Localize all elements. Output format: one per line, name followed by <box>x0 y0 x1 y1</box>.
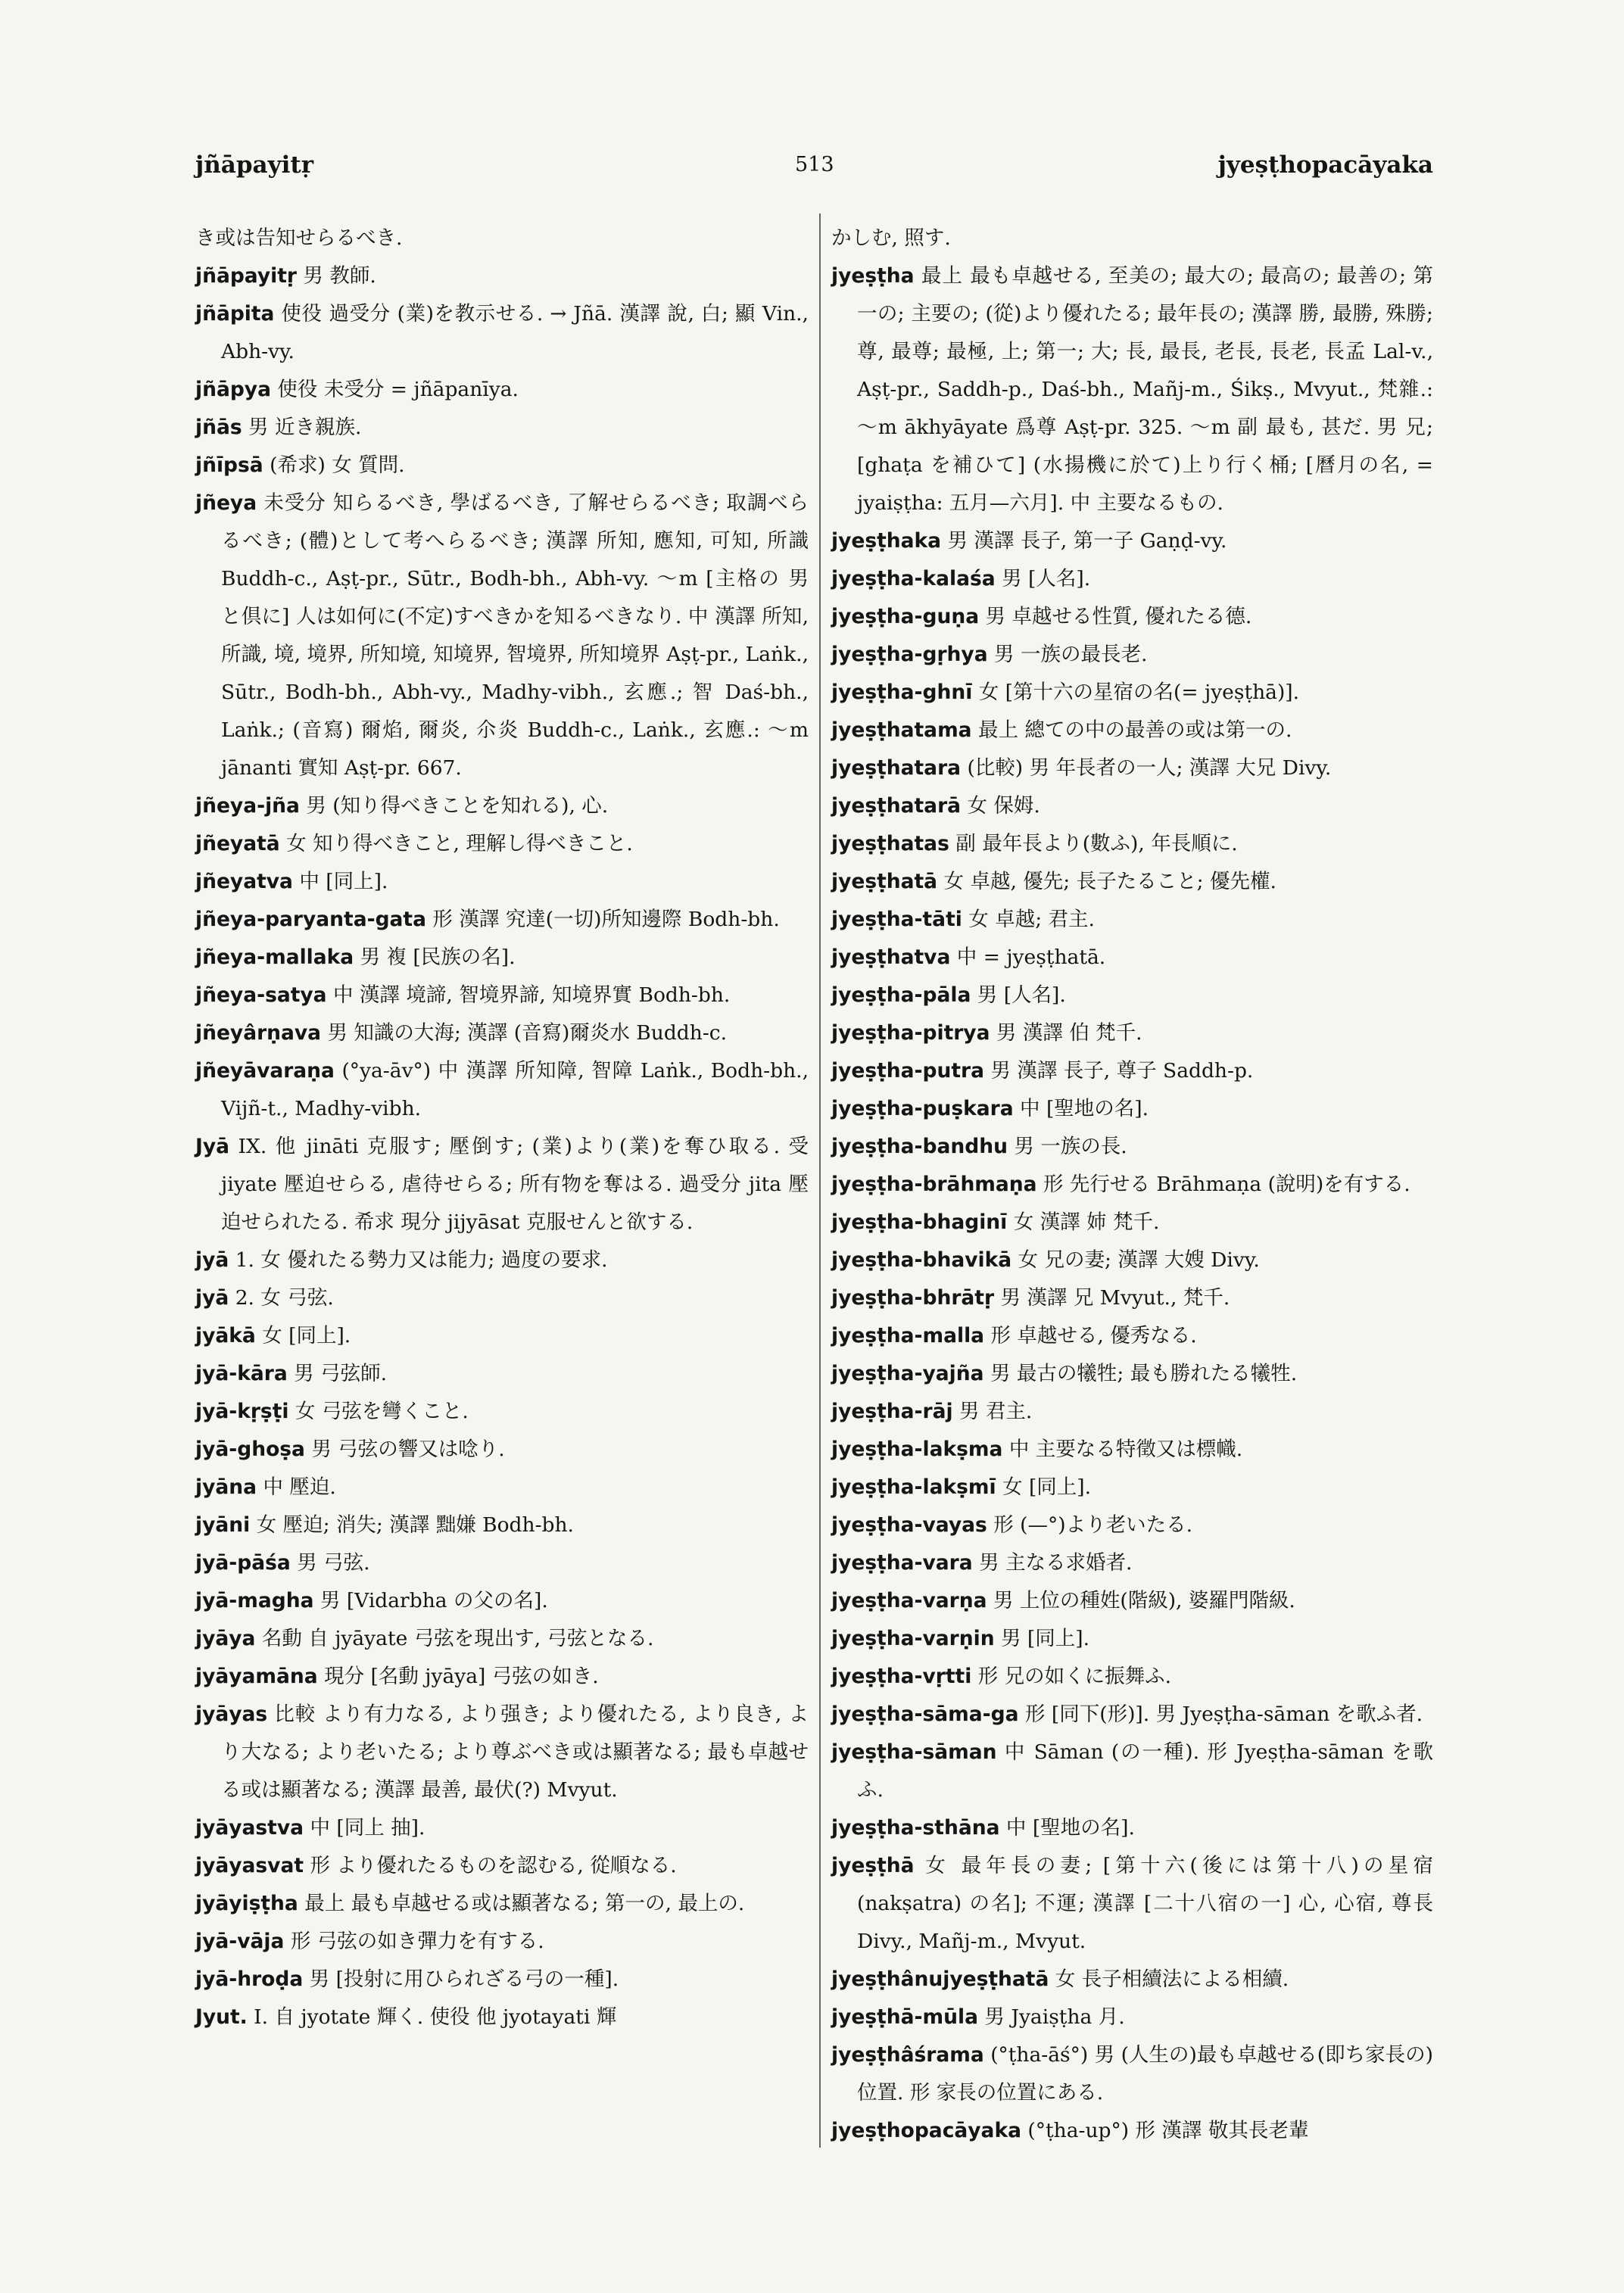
entry-definition: 女 [同上]. <box>262 1324 351 1347</box>
dictionary-entry <box>195 1052 809 1128</box>
entry-headword: jyā <box>195 1286 229 1310</box>
entry-headword: jyā-ghoṣa <box>195 1438 305 1461</box>
entry-headword: jyeṣṭhatara <box>831 756 962 780</box>
entry-definition: 男 君主. <box>959 1400 1033 1423</box>
entry-definition: 男 漢譯 伯 梵千. <box>996 1021 1142 1045</box>
dictionary-entry <box>831 787 1433 825</box>
dictionary-entry <box>195 977 809 1014</box>
column-divider <box>819 213 821 2148</box>
dictionary-entry <box>195 1014 809 1052</box>
entry-definition: かしむ, 照す. <box>831 226 951 250</box>
dictionary-entry <box>195 1923 809 1961</box>
entry-headword: jyeṣṭha-vayas <box>831 1513 987 1537</box>
entry-headword: jyeṣṭhopacāyaka <box>831 2119 1021 2142</box>
dictionary-entry <box>831 1128 1433 1166</box>
entry-definition: (°ṭha-āś°) 男 (人生の)最も卓越せる(即ち家長の)位置. 形 家長の位置にある. <box>857 2043 1433 2105</box>
right-column <box>831 220 1433 2150</box>
entry-headword: jyeṣṭha-bhrātṛ <box>831 1286 995 1310</box>
dictionary-entry <box>195 1696 809 1809</box>
entry-definition: 中 = jyeṣṭhatā. <box>956 946 1106 969</box>
dictionary-entry <box>831 1393 1433 1431</box>
entry-definition: 女 [第十六の星宿の名(= jyeṣṭhā)]. <box>978 681 1300 704</box>
dictionary-entry <box>195 1393 809 1431</box>
entry-definition: 女 卓越, 優先; 長子たること; 優先權. <box>943 870 1276 893</box>
dictionary-entry <box>831 1620 1433 1658</box>
entry-definition: 女 壓迫; 消失; 漢譯 黜嫌 Bodh-bh. <box>256 1513 574 1537</box>
dictionary-entry <box>831 257 1433 522</box>
entry-headword: jyeṣṭha-putra <box>831 1059 984 1083</box>
entry-definition: 使役 過受分 (業)を教示せる. → Jñā. 漢譯 說, 白; 顯 Vin., Abh-vy. <box>221 302 809 363</box>
entry-definition: 男 弓弦の響又は唸り. <box>311 1438 505 1461</box>
dictionary-entry <box>831 825 1433 863</box>
entry-definition: 形 弓弦の如き彈力を有する. <box>290 1930 544 1953</box>
entry-headword: jyā-hroḍa <box>195 1967 304 1991</box>
entry-headword: jyeṣṭha-kalaśa <box>831 567 996 590</box>
entry-definition: 最上 總ての中の最善の或は第一の. <box>978 718 1292 742</box>
dictionary-entry <box>831 1317 1433 1355</box>
dictionary-entry <box>831 2112 1433 2150</box>
entry-headword: jyā-magha <box>195 1589 314 1612</box>
entry-headword: jyā <box>195 1248 229 1272</box>
entry-definition: 1. 女 優れたる勢力又は能力; 過度の要求. <box>235 1248 608 1272</box>
dictionary-entry <box>831 1658 1433 1696</box>
entry-definition: 男 弓弦師. <box>294 1362 387 1385</box>
entry-headword: jñeyatva <box>195 870 293 893</box>
entry-definition: 男 上位の種姓(階級), 婆羅門階級. <box>993 1589 1295 1612</box>
dictionary-entry <box>831 1734 1433 1809</box>
dictionary-entry <box>195 939 809 977</box>
dictionary-entry <box>195 295 809 371</box>
entry-headword: jyāna <box>195 1475 257 1499</box>
entry-definition: 中 [聖地の名]. <box>1020 1097 1149 1120</box>
entry-headword: jyeṣṭhânujyeṣṭhatā <box>831 1967 1049 1991</box>
entry-definition: 男 卓越せる性質, 優れたる德. <box>985 605 1252 628</box>
dictionary-entry <box>195 1885 809 1923</box>
entry-definition: 最上 最も卓越せる, 至美の; 最大の; 最高の; 最善の; 第一の; 主要の; (從)より優れたる; 最年長の; 漢譯 勝, 最勝, 殊勝; 尊, 最尊; 最極, 上; 第一; 大; 長, 最長, 老長, 長老, 長孟 Lal-v., Aṣṭ-pr., Saddh-p., Daś-bh., Mañj-m., Śikṣ., Mvyut., 梵雜.: ～m ākhyāyate 爲尊 Aṣṭ-pr. 325. ～m 副 最も, 甚だ. 男 兄; [ghaṭa を補ひて] (水揚機に於て)上り行く桶; [曆月の名, = jyaiṣṭha: 五月—六月]. 中 主要なるもの. <box>857 264 1433 515</box>
entry-definition: 中 Sāman (の一種). 形 Jyeṣṭha-sāman を歌ふ. <box>857 1740 1433 1802</box>
entry-headword: jñīpsā <box>195 453 263 477</box>
dictionary-entry <box>831 749 1433 787</box>
entry-headword: jyāyamāna <box>195 1665 318 1688</box>
dictionary-entry <box>831 1469 1433 1506</box>
dictionary-entry <box>831 1431 1433 1469</box>
entry-definition: 男 弓弦. <box>297 1551 370 1575</box>
entry-headword: jyeṣṭha-rāj <box>831 1400 953 1423</box>
dictionary-entry <box>831 1355 1433 1393</box>
entry-definition: 形 (—°)より老いたる. <box>993 1513 1193 1537</box>
entry-headword: jyeṣṭha-pāla <box>831 983 971 1007</box>
dictionary-entry <box>195 1809 809 1847</box>
entry-headword: jyeṣṭha-vṛtti <box>831 1665 972 1688</box>
entry-definition: 男 [Vidarbha の父の名]. <box>320 1589 548 1612</box>
dictionary-entry <box>831 1242 1433 1279</box>
dictionary-entry <box>831 1847 1433 1961</box>
entry-definition: 中 漢譯 境諦, 智境界諦, 知境界實 Bodh-bh. <box>333 983 731 1007</box>
dictionary-entry <box>831 939 1433 977</box>
entry-headword: jñeya-jña <box>195 794 300 818</box>
entry-definition: き或は告知せらるべき. <box>195 226 403 250</box>
entry-definition: I. 自 jyotate 輝く. 使役 他 jyotayati 輝 <box>254 2005 617 2029</box>
entry-definition: 男 [投射に用ひられざる弓の一種]. <box>309 1967 619 1991</box>
entry-headword: jñāpita <box>195 302 275 326</box>
entry-definition: 女 長子相續法による相續. <box>1055 1967 1289 1991</box>
entry-definition: 最上 最も卓越せる或は顯著なる; 第一の, 最上の. <box>304 1892 745 1915</box>
entry-definition: 女 漢譯 姉 梵千. <box>1013 1210 1160 1234</box>
entry-headword: jyāni <box>195 1513 251 1537</box>
entry-definition: 中 [聖地の名]. <box>1005 1816 1135 1840</box>
dictionary-entry <box>831 1166 1433 1204</box>
entry-headword: jñeyârṇava <box>195 1021 322 1045</box>
entry-definition: 中 [同上 抽]. <box>310 1816 425 1840</box>
entry-definition: 形 卓越せる, 優秀なる. <box>990 1324 1197 1347</box>
entry-headword: jyeṣṭha-puṣkara <box>831 1097 1014 1120</box>
entry-headword: jyeṣṭhatarā <box>831 794 962 818</box>
entry-definition: 男 最古の犧牲; 最も勝れたる犧牲. <box>990 1362 1298 1385</box>
left-column <box>195 220 809 2036</box>
dictionary-entry <box>831 1506 1433 1544</box>
entry-definition: IX. 他 jināti 克服す; 壓倒す; (業)より(業)を奪ひ取る. 受 jiyate 壓迫せらる, 虐待せらる; 所有物を奪はる. 過受分 jita 壓迫せられたる. 希求 現分 jijyāsat 克服せんと欲する. <box>221 1135 809 1234</box>
dictionary-entry <box>831 674 1433 712</box>
dictionary-entry <box>831 220 1433 257</box>
entry-headword: jyeṣṭha-gṛhya <box>831 643 988 666</box>
entry-definition: (比較) 男 年長者の一人; 漢譯 大兄 Divy. <box>967 756 1332 780</box>
entry-headword: jñeya-paryanta-gata <box>195 908 426 931</box>
dictionary-entry <box>831 1204 1433 1242</box>
entry-definition: 女 知り得べきこと, 理解し得べきこと. <box>286 832 633 855</box>
entry-headword: jyeṣṭha-pitrya <box>831 1021 990 1045</box>
entry-definition: 形 兄の如くに振舞ふ. <box>977 1665 1172 1688</box>
entry-definition: 男 [人名]. <box>1002 567 1091 590</box>
dictionary-entry <box>195 409 809 447</box>
entry-definition: 女 兄の妻; 漢譯 大嫂 Divy. <box>1018 1248 1260 1272</box>
entry-definition: 使役 未受分 = jñāpanīya. <box>277 378 519 401</box>
dictionary-entry <box>195 1658 809 1696</box>
entry-definition: 女 [同上]. <box>1002 1475 1092 1499</box>
dictionary-entry <box>831 712 1433 749</box>
dictionary-entry <box>831 522 1433 560</box>
entry-definition: 女 卓越; 君主. <box>968 908 1095 931</box>
entry-definition: 男 [同上]. <box>1001 1627 1090 1650</box>
entry-definition: 女 保姆. <box>967 794 1040 818</box>
entry-headword: jyeṣṭha-yajña <box>831 1362 984 1385</box>
entry-headword: jñeya <box>195 491 257 515</box>
entry-headword: jyeṣṭha-malla <box>831 1324 985 1347</box>
dictionary-entry <box>195 1847 809 1885</box>
dictionary-entry <box>831 1582 1433 1620</box>
dictionary-entry <box>195 1317 809 1355</box>
entry-definition: (°ṭha-up°) 形 漢譯 敬其長老輩 <box>1027 2119 1309 2142</box>
entry-headword: jyeṣṭhatā <box>831 870 938 893</box>
entry-headword: jyākā <box>195 1324 256 1347</box>
entry-headword: jyāyas <box>195 1703 268 1726</box>
entry-headword: jñeyatā <box>195 832 280 855</box>
entry-definition: 男 漢譯 長子, 第一子 Gaṇḍ-vy. <box>947 529 1227 553</box>
dictionary-entry <box>195 1582 809 1620</box>
entry-definition: 男 近き親族. <box>248 416 362 439</box>
dictionary-entry <box>831 1279 1433 1317</box>
dictionary-entry <box>195 1620 809 1658</box>
entry-headword: jñāpya <box>195 378 271 401</box>
entry-headword: jñāpayitṛ <box>195 264 297 288</box>
entry-definition: 男 知識の大海; 漢譯 (音寫)爾炎水 Buddh-c. <box>327 1021 728 1045</box>
dictionary-entry <box>831 1961 1433 1999</box>
entry-headword: jyā-vāja <box>195 1930 285 1953</box>
entry-headword: jyeṣṭha-bandhu <box>831 1135 1008 1158</box>
entry-headword: jyeṣṭhatas <box>831 832 949 855</box>
entry-definition: 中 主要なる特徵又は標幟. <box>1008 1438 1243 1461</box>
dictionary-entry <box>831 636 1433 674</box>
dictionary-entry <box>831 1090 1433 1128</box>
dictionary-entry <box>831 598 1433 636</box>
dictionary-entry <box>195 1961 809 1999</box>
entry-headword: jyeṣṭha-bhavikā <box>831 1248 1012 1272</box>
entry-headword: jyeṣṭha-tāti <box>831 908 962 931</box>
entry-headword: jyeṣṭha-lakṣmī <box>831 1475 996 1499</box>
dictionary-entry <box>195 1544 809 1582</box>
dictionary-entry <box>195 863 809 901</box>
entry-headword: jyeṣṭhā <box>831 1854 915 1877</box>
dictionary-entry <box>831 560 1433 598</box>
entry-definition: 女 弓弦を彎くこと. <box>295 1400 469 1423</box>
entry-headword: jyāyasvat <box>195 1854 304 1877</box>
dictionary-entry <box>195 220 809 257</box>
entry-definition: (希求) 女 質問. <box>270 453 405 477</box>
dictionary-entry <box>831 1052 1433 1090</box>
entry-definition: 中 [同上]. <box>299 870 388 893</box>
entry-definition: 中 壓迫. <box>263 1475 336 1499</box>
entry-headword: jyeṣṭhâśrama <box>831 2043 984 2067</box>
dictionary-entry <box>831 2036 1433 2112</box>
entry-definition: 比較 より有力なる, より强き; より優れたる, より良き, より大なる; より老いたる; より尊ぶべき或は顯著なる; 最も卓越せる或は顯著なる; 漢譯 最善, 最伏(?) Mvyut. <box>221 1703 809 1802</box>
dictionary-entry <box>831 863 1433 901</box>
entry-definition: 名動 自 jyāyate 弓弦を現出す, 弓弦となる. <box>261 1627 654 1650</box>
entry-definition: 2. 女 弓弦. <box>235 1286 334 1310</box>
entry-definition: 男 一族の長. <box>1014 1135 1127 1158</box>
dictionary-entry <box>831 977 1433 1014</box>
entry-definition: (°ya-āv°) 中 漢譯 所知障, 智障 Laṅk., Bodh-bh., Vijñ-t., Madhy-vibh. <box>221 1059 809 1120</box>
dictionary-entry <box>195 1999 809 2036</box>
entry-definition: 形 先行せる Brāhmaṇa (說明)を有する. <box>1043 1173 1410 1196</box>
entry-headword: jyā-kāra <box>195 1362 288 1385</box>
entry-headword: jyeṣṭhatama <box>831 718 972 742</box>
entry-headword: jñeya-satya <box>195 983 327 1007</box>
dictionary-entry <box>195 1355 809 1393</box>
entry-headword: jñeya-mallaka <box>195 946 354 969</box>
entry-headword: jñās <box>195 416 242 439</box>
dictionary-entry <box>195 1242 809 1279</box>
dictionary-entry <box>195 1128 809 1242</box>
entry-headword: jyeṣṭha-varṇin <box>831 1627 995 1650</box>
entry-definition: 男 一族の最長老. <box>994 643 1148 666</box>
dictionary-entry <box>195 1279 809 1317</box>
entry-definition: 副 最年長より(數ふ), 年長順に. <box>955 832 1238 855</box>
dictionary-entry <box>195 371 809 409</box>
entry-definition: 男 複 [民族の名]. <box>360 946 516 969</box>
dictionary-entry <box>831 1999 1433 2036</box>
entry-definition: 男 漢譯 兄 Mvyut., 梵千. <box>1000 1286 1230 1310</box>
entry-definition: 女 最年長の妻; [第十六(後には第十八)の星宿 (nakṣatra) の名]; 不運; 漢譯 [二十八宿の一] 心, 心宿, 尊長 Divy., Mañj-m., Mvyut. <box>857 1854 1433 1953</box>
entry-definition: 未受分 知らるべき, 學ばるべき, 了解せらるべき; 取調べらるべき; (體)として考へらるべき; 漢譯 所知, 應知, 可知, 所識 Buddh-c., Aṣṭ-pr., Sūtr., Bodh-bh., Abh-vy. ～m [主格の 男 と倶に] 人は如何に(不定)すべきかを知るべきなり. 中 漢譯 所知, 所識, 境, 境界, 所知境, 知境界, 智境界, 所知境界 Aṣṭ-pr., Laṅk., Sūtr., Bodh-bh., Abh-vy., Madhy-vibh., 玄應.; 智 Daś-bh., Laṅk.; (音寫) 爾焰, 爾炎, 尒炎 Buddh-c., Laṅk., 玄應.: ～m jānanti 實知 Aṣṭ-pr. 667. <box>221 491 809 780</box>
page-number: 513 <box>795 153 834 176</box>
entry-headword: Jyut. <box>195 2005 248 2029</box>
entry-headword: jyā-pāśa <box>195 1551 291 1575</box>
entry-headword: jyeṣṭha-ghnī <box>831 681 973 704</box>
entry-definition: 男 漢譯 長子, 尊子 Saddh-p. <box>990 1059 1254 1083</box>
dictionary-entry <box>195 901 809 939</box>
dictionary-entry <box>195 787 809 825</box>
entry-headword: jyeṣṭha-lakṣma <box>831 1438 1003 1461</box>
dictionary-entry <box>195 825 809 863</box>
entry-headword: jyeṣṭha-varṇa <box>831 1589 987 1612</box>
entry-headword: jyeṣṭhaka <box>831 529 942 553</box>
dictionary-entry <box>831 1544 1433 1582</box>
entry-headword: jyeṣṭha-brāhmaṇa <box>831 1173 1037 1196</box>
dictionary-entry <box>831 1696 1433 1734</box>
dictionary-entry <box>831 901 1433 939</box>
left-guide-word: jñāpayitṛ <box>195 151 314 179</box>
entry-headword: jyeṣṭha <box>831 264 915 288</box>
entry-definition: 男 教師. <box>303 264 376 288</box>
entry-headword: jyeṣṭha-sthāna <box>831 1816 1000 1840</box>
entry-headword: jyāyiṣṭha <box>195 1892 298 1915</box>
dictionary-entry <box>195 1469 809 1506</box>
dictionary-entry <box>195 484 809 787</box>
entry-headword: jyāya <box>195 1627 256 1650</box>
entry-headword: jyāyastva <box>195 1816 304 1840</box>
dictionary-entry <box>831 1014 1433 1052</box>
entry-definition: 男 主なる求婚者. <box>979 1551 1133 1575</box>
entry-headword: jyeṣṭha-sāman <box>831 1740 997 1764</box>
entry-definition: 男 (知り得べきことを知れる), 心. <box>306 794 609 818</box>
dictionary-entry <box>195 1431 809 1469</box>
entry-headword: jyeṣṭha-vara <box>831 1551 973 1575</box>
entry-definition: 男 [人名]. <box>977 983 1066 1007</box>
entry-definition: 形 漢譯 究達(一切)所知邊際 Bodh-bh. <box>432 908 780 931</box>
entry-headword: jyeṣṭha-bhaginī <box>831 1210 1008 1234</box>
entry-headword: jyeṣṭha-sāma-ga <box>831 1703 1019 1726</box>
entry-headword: jyā-kṛṣṭi <box>195 1400 289 1423</box>
entry-headword: Jyā <box>195 1135 230 1158</box>
dictionary-entry <box>195 447 809 484</box>
entry-headword: jyeṣṭha-guṇa <box>831 605 980 628</box>
entry-definition: 男 Jyaiṣṭha 月. <box>984 2005 1125 2029</box>
entry-definition: 形 [同下(形)]. 男 Jyeṣṭha-sāman を歌ふ者. <box>1024 1703 1423 1726</box>
dictionary-entry <box>195 257 809 295</box>
dictionary-entry <box>195 1506 809 1544</box>
entry-definition: 現分 [名動 jyāya] 弓弦の如き. <box>324 1665 599 1688</box>
entry-headword: jñeyāvaraṇa <box>195 1059 335 1083</box>
right-guide-word: jyeṣṭhopacāyaka <box>1217 151 1433 179</box>
dictionary-entry <box>831 1809 1433 1847</box>
entry-headword: jyeṣṭhatva <box>831 946 951 969</box>
entry-definition: 形 より優れたるものを認むる, 從順なる. <box>310 1854 677 1877</box>
entry-headword: jyeṣṭhā-mūla <box>831 2005 978 2029</box>
